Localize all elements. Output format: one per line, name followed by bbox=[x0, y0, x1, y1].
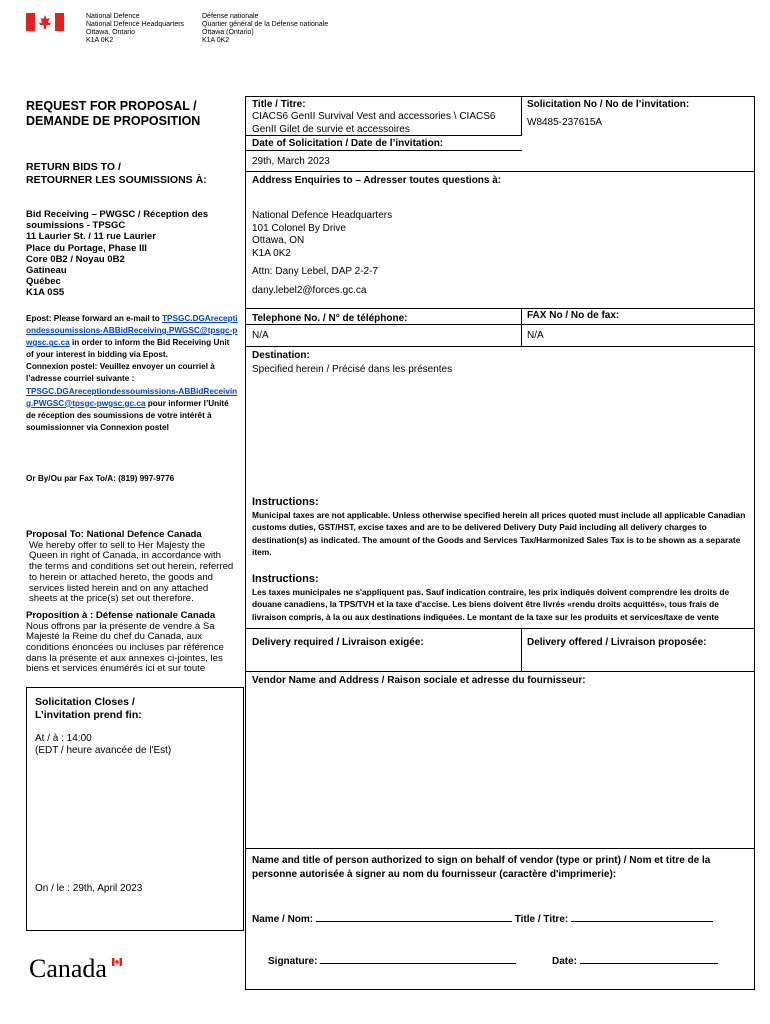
delivery-offered-label: Delivery offered / Livraison proposée: bbox=[527, 637, 707, 648]
address-line: Bid Receiving – PWGSC / Réception des bbox=[26, 209, 209, 220]
address-line: Québec bbox=[26, 276, 61, 288]
divider bbox=[246, 150, 522, 151]
divider bbox=[246, 628, 754, 629]
epost-text: Epost: Please forward an e-mail to bbox=[26, 314, 160, 323]
name-title-row bbox=[252, 911, 713, 925]
header-fr-line: K1A 0K2 bbox=[202, 37, 230, 44]
telephone-value: N/A bbox=[252, 330, 269, 341]
title-value-line: CIACS6 GenII Survival Vest and accessories \ CIACS6 bbox=[252, 111, 496, 122]
title-value bbox=[252, 111, 495, 136]
instructions-fr-heading: Instructions: bbox=[252, 573, 319, 585]
name-field[interactable] bbox=[316, 911, 512, 922]
divider bbox=[521, 308, 522, 346]
divider bbox=[521, 97, 522, 135]
enquiries-line: National Defence Headquarters bbox=[252, 210, 393, 221]
divider bbox=[246, 308, 754, 309]
closes-heading-line: L’invitation prend fin: bbox=[35, 709, 142, 721]
authorized-person-label bbox=[252, 854, 710, 882]
name-label: Name / Nom: bbox=[252, 914, 314, 925]
address-line: K1A 0S5 bbox=[26, 287, 65, 299]
solicitation-date-label: Date of Solicitation / Date de l’invitation: bbox=[252, 138, 444, 149]
header-en-line: Ottawa, Ontario bbox=[86, 29, 136, 36]
address-line: 11 Laurier St. / 11 rue Laurier bbox=[26, 231, 156, 243]
return-bids-line: RETOURNER LES SOUMISSIONS À: bbox=[26, 174, 207, 186]
proposal-en-body: We hereby offer to sell to Her Majesty the Queen in right of Canada, in accordance with the terms and conditions set out herein, referred to herein or attached hereto, the goods and services listed herein and on any attached sheets at the price(s) set out therefore. bbox=[29, 539, 234, 605]
enquiries-label: Address Enquiries to – Adresser toutes questions à: bbox=[252, 175, 502, 186]
closes-at: At / à : 14:00 bbox=[35, 733, 92, 744]
signature-field[interactable] bbox=[320, 953, 516, 964]
divider bbox=[246, 346, 754, 347]
signature-row bbox=[268, 953, 516, 967]
address-line: Place du Portage, Phase III bbox=[26, 242, 147, 254]
authorized-line: Name and title of person authorized to sign on behalf of vendor (type or print) / Nom et titre de la bbox=[252, 855, 711, 866]
title-value-line: GenII Gilet de survie et accessoires bbox=[252, 123, 410, 135]
divider bbox=[246, 135, 522, 136]
epost-text: Connexion postel: Veuillez envoyer un courriel à l’adresse courriel suivante : bbox=[26, 362, 215, 384]
closes-heading bbox=[35, 696, 142, 722]
divider bbox=[246, 171, 754, 172]
epost-email-link-fr[interactable]: TPSGC.DGAreceptiondessoumissions-ABBidReceiving.PWGSC@tpsgc-pwgsc.gc.ca bbox=[26, 386, 238, 408]
solicitation-closes-box bbox=[26, 687, 244, 931]
solicitation-no-value: W8485-237615A bbox=[527, 117, 603, 128]
proposal-en-heading: Proposal To: National Defence Canada bbox=[26, 529, 202, 540]
document-title bbox=[26, 99, 200, 129]
header-en-line: National Defence bbox=[86, 13, 140, 20]
header-en bbox=[86, 13, 184, 45]
title-label: Title / Titre: bbox=[252, 99, 306, 110]
title-field[interactable] bbox=[571, 911, 713, 922]
divider bbox=[246, 324, 754, 325]
enquiries-line: K1A 0K2 bbox=[252, 247, 291, 259]
enquiries-email: dany.lebel2@forces.gc.ca bbox=[252, 285, 367, 296]
date-field[interactable] bbox=[580, 953, 718, 964]
header-fr-line: Défense nationale bbox=[202, 13, 259, 20]
solicitation-form bbox=[245, 96, 755, 990]
title-line: REQUEST FOR PROPOSAL / bbox=[26, 99, 197, 113]
date-label: Date: bbox=[552, 956, 578, 967]
authorized-line: personne autorisée à signer au nom du fournisseur (caractère d'imprimerie): bbox=[252, 869, 617, 880]
title-field-label: Title / Titre: bbox=[514, 914, 569, 925]
instructions-fr-body: Les taxes municipales ne s'appliquent pas. Sauf indication contraire, les prix indiqués doivent comprendre les droits de douane canadiens, la TPS/TVH et la taxe d'accise. Les biens doivent être livrés «rendu droits acquittés», tous frais de livraison compris, à la ou aux destinations indiquées. Le montant de la taxe sur les produits et services/taxe de vente bbox=[252, 587, 730, 622]
wordmark-flag-icon bbox=[112, 958, 122, 966]
instructions-en-heading: Instructions: bbox=[252, 496, 319, 508]
epost-instructions bbox=[26, 313, 238, 434]
delivery-required-label: Delivery required / Livraison exigée: bbox=[252, 637, 424, 648]
header-fr-line: Quartier général de la Défense nationale bbox=[202, 21, 329, 28]
fax-label: FAX No / No de fax: bbox=[527, 310, 620, 321]
telephone-label: Telephone No. / N° de téléphone: bbox=[252, 313, 408, 324]
header-fr bbox=[202, 13, 328, 45]
bid-receiving-address bbox=[26, 209, 208, 299]
fax-value: N/A bbox=[527, 330, 544, 341]
divider bbox=[246, 848, 754, 849]
closes-time bbox=[35, 733, 171, 757]
epost-email-link[interactable]: TPSGC.DGAreceptiondessoumissions-ABBidReceiving.PWGSC@tpsgc-pwgsc.gc.ca bbox=[26, 314, 238, 348]
proposal-fr-heading: Proposition à : Défense nationale Canada bbox=[26, 609, 216, 621]
address-line: soumissions - TPSGC bbox=[26, 220, 126, 232]
vendor-label: Vendor Name and Address / Raison sociale et adresse du fournisseur: bbox=[252, 675, 586, 686]
instructions-en-body: Municipal taxes are not applicable. Unless otherwise specified herein all prices quoted must include all applicable Canadian customs duties, GST/HST, excise taxes and are to be delivered Delivery Duty Paid including all delivery charges to destination(s) as indicated. The amount of the Goods and Services Tax/Harmonized Sales Tax is to be shown as a separate item. bbox=[252, 510, 746, 558]
enquiries-line: Ottawa, ON bbox=[252, 235, 305, 246]
proposal-text bbox=[26, 530, 236, 675]
date-row bbox=[552, 953, 718, 967]
title-line: DEMANDE DE PROPOSITION bbox=[26, 114, 201, 128]
enquiries-line: 101 Colonel By Drive bbox=[252, 222, 346, 234]
header-en-line: K1A 0K2 bbox=[86, 37, 114, 44]
signature-label: Signature: bbox=[268, 956, 318, 967]
divider bbox=[521, 628, 522, 671]
canada-flag-icon bbox=[26, 13, 64, 31]
destination-label: Destination: bbox=[252, 350, 310, 361]
header-fr-line: Ottawa (Ontario) bbox=[202, 29, 254, 36]
epost-text: pour informer l’Unité de réception des soumissions de votre intérêt à soumissionner via Connexion postel bbox=[26, 398, 229, 432]
canada-wordmark: Canada bbox=[29, 954, 107, 983]
return-bids-line: RETURN BIDS TO / bbox=[26, 161, 121, 173]
solicitation-date-value: 29th, March 2023 bbox=[252, 156, 330, 167]
enquiries-address bbox=[252, 210, 392, 260]
address-line: Gatineau bbox=[26, 265, 67, 277]
destination-value: Specified herein / Précisé dans les présentes bbox=[252, 364, 453, 375]
address-line: Core 0B2 / Noyau 0B2 bbox=[26, 253, 125, 265]
return-bids-heading bbox=[26, 161, 207, 187]
closes-heading-line: Solicitation Closes / bbox=[35, 696, 135, 708]
fax-line: Or By/Ou par Fax To/A: (819) 997-9776 bbox=[26, 474, 175, 483]
closes-tz: (EDT / heure avancée de l'Est) bbox=[35, 745, 172, 756]
solicitation-no-label: Solicitation No / No de l’invitation: bbox=[527, 99, 690, 110]
enquiries-attn: Attn: Dany Lebel, DAP 2-2-7 bbox=[252, 266, 378, 277]
proposal-fr-body: Nous offrons par la présente de vendre à Sa Majesté la Reine du chef du Canada, aux conditions énoncées ou incluses par référence dans la présente et aux annexes ci-jointes, les biens et services énumérés ici et sur toute bbox=[26, 620, 224, 675]
divider bbox=[246, 671, 754, 672]
closes-date: On / le : 29th, April 2023 bbox=[35, 883, 143, 894]
header-en-line: National Defence Headquarters bbox=[86, 21, 185, 28]
epost-text: in order to inform the Bid Receiving Unit of your interest in bidding via Epost. bbox=[26, 338, 230, 360]
